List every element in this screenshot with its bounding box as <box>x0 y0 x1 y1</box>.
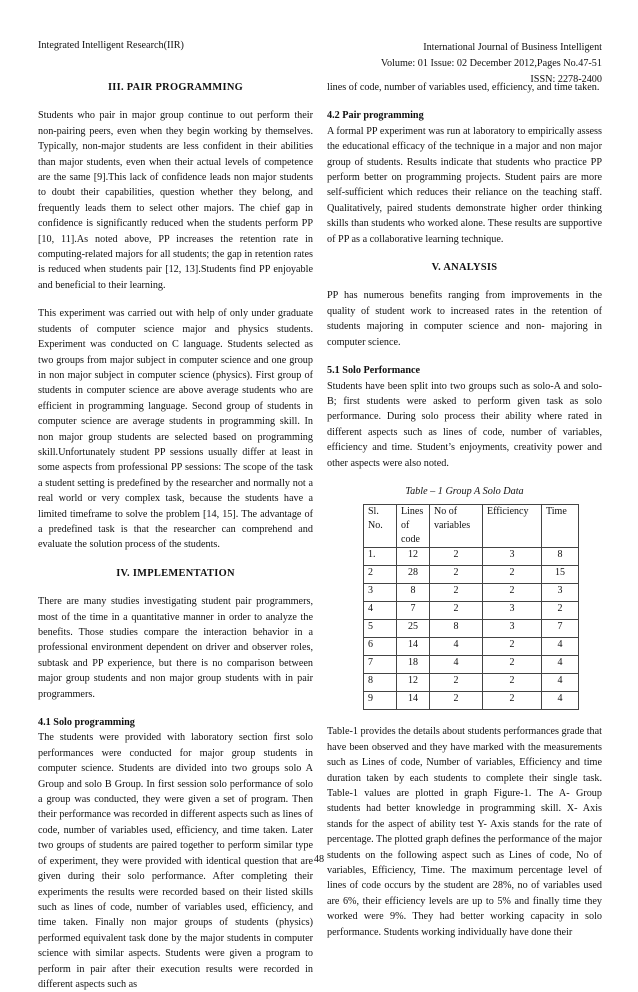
table-caption: Table – 1 Group A Solo Data <box>405 485 524 497</box>
table-cell: 3 <box>483 548 542 566</box>
table-row <box>364 548 579 566</box>
section-heading-pair-programming: III. PAIR PROGRAMMING <box>107 82 244 93</box>
paragraph: Students who pair in major group continue to out perform their non-pairing peers, even when they begin working by themselves. Typically, non-major students are less confident in their abilities than major students, even when their actual levels of competence are the same [9].This lack of confidence leads non major students to doubt their capabilities, question whether they belong, and frequently leads them to select other majors. The chief gap in confidence is significantly reduced when the students perform PP [10, 11].As noted above, PP increases the retention rate in computing-related majors for all students; the gap in retention rates is reduced when students pair [12, 13].Students find PP enjoyable and beneficial to their learning. <box>38 110 313 291</box>
table-header-cell: Time <box>542 505 579 548</box>
table-cell: 12 <box>397 674 430 692</box>
table-row <box>364 602 579 620</box>
table-cell: 18 <box>397 656 430 674</box>
table-row <box>364 620 579 638</box>
table-cell: 7 <box>542 620 579 638</box>
table-cell: 9 <box>364 692 397 710</box>
table-header-cell: Efficiency <box>483 505 542 548</box>
table-row <box>364 692 579 710</box>
table-cell: 2 <box>483 692 542 710</box>
section-heading-analysis: V. ANALYSIS <box>431 262 498 274</box>
table-cell: 2 <box>483 566 542 584</box>
table-row <box>364 656 579 674</box>
table-cell: 4 <box>542 656 579 674</box>
subsection-heading-pair-programming: 4.2 Pair programming <box>327 110 424 122</box>
subsection-heading-solo-programming: 4.1 Solo programming <box>38 717 135 729</box>
table-cell: 4 <box>542 638 579 656</box>
table-cell: 25 <box>397 620 430 638</box>
section-heading-implementation: IV. IMPLEMENTATION <box>116 567 235 579</box>
paragraph: The students were provided with laboratory section first solo performances were conducted for major group students in computer science. Students are divided into two groups solo A Group and solo B Group. In first session solo performance of solo a group was conducted, they were given a set of program. Then their performance was recorded in different aspects such as lines of code, number of variables used, efficiency, and time taken. Later two groups of students are paired together to perform similar type of experiment, they were provided with identical question that are given during their solo performance. After completing their experiments the results were recorded based on their listed skills such as lines of code, number of variables used, efficiency, and time taken. Finally non major groups of students (physics) performed equivalent task done by the major students in computer science with similar aspects. Students were given a program to perform in pair after their execution results were recorded in different aspects such as <box>38 732 313 990</box>
table-cell: 8 <box>542 548 579 566</box>
table-cell: 6 <box>364 638 397 656</box>
paragraph: This experiment was carried out with help of only under graduate students of computer science major and physics students. Experiment was conducted on C language. Students selected as two groups from major subject in computer science and one group in non major subject in computer science (physics). First group of students in computer science are above average students who are efficient in programming language. Second group of students in computer science are average students in programming skill. In non major group students are selected based on programming skill.Unfortunately student PP sessions usually differ at least in some aspects from professional PP sessions: The scope of the task a student setting is predefined by the researcher and normally not a real world or very complex task, because the students have a limited timeframe to solve the problem [14, 15]. The advantage of a predefined task is that the researcher can comprehend and evaluate the solution process of the students. <box>38 308 313 551</box>
table-cell: 2 <box>430 566 483 584</box>
table-row <box>364 674 579 692</box>
paragraph: PP has numerous benefits ranging from improvements in the quality of student work to increased rates in the retention of students majoring in computer science and non- majoring in computer science. <box>327 290 602 348</box>
paragraph: A formal PP experiment was run at laboratory to empirically assess the educational efficacy of the technique in a major and non major group of students. Results indicate that students who practice PP perform better on programming projects. Student pairs are more self-sufficient which reduces their reliance on the teaching staff. Qualitatively, paired students demonstrate higher order thinking skills than students who worked alone. These results are supportive of PP as a collaborative learning technique. <box>327 125 602 245</box>
table-header-cell: No of variables <box>430 505 483 548</box>
table-cell: 3 <box>364 584 397 602</box>
right-column <box>327 80 602 940</box>
subsection-heading-solo-performance: 5.1 Solo Performance <box>327 365 421 377</box>
page-number: 48 <box>313 854 325 865</box>
table-cell: 28 <box>397 566 430 584</box>
table-cell: 2 <box>430 602 483 620</box>
table-cell: 4 <box>430 656 483 674</box>
table-cell: 3 <box>483 620 542 638</box>
paragraph: Table-1 provides the details about students performances grade that have been observed and they have marked with the measurements such as Lines of code, Number of variables, Efficiency and time duration taken by each students to complete their single task. Table-1 values are plotted in graph Figure-1. The A- Group students had better knowledge in programming skill. X- Axis stands for the aspect of ability test Y- Axis stands for the rate of percentage. The plotted graph defines the performance of the major students on the following aspect such as Lines of code, No of variables, Efficiency, Time. The maximum percentage level of lines of code occurs by the student are 28%, no of variables used are 6%, their efficiency levels are up to 5% and finally time they worked were 9%. They had better working capacity in solo performance. Students working individually have done their <box>327 726 602 938</box>
journal-title: International Journal of Business Intelligent <box>423 42 602 53</box>
table-body <box>364 548 579 710</box>
paragraph: lines of code, number of variables used, efficiency, and time taken. <box>327 82 600 93</box>
table-cell: 4 <box>542 692 579 710</box>
table-cell: 2 <box>430 692 483 710</box>
table-cell: 3 <box>542 584 579 602</box>
table-header-cell: Lines of code <box>397 505 430 548</box>
table-cell: 12 <box>397 548 430 566</box>
table-cell: 2 <box>483 584 542 602</box>
table-cell: 2 <box>430 584 483 602</box>
table-cell: 7 <box>364 656 397 674</box>
journal-issn: ISSN: 2278-2400 <box>530 74 602 85</box>
paragraph: Students have been split into two groups such as solo-A and solo-B; first students were asked to perform given task as solo performance. During solo process their ability where rated in different aspects such as lines of code, number of variables, efficiency and time. Student’s enjoyments, creativity power and other aspects were also noted. <box>327 380 602 469</box>
table-cell: 8 <box>397 584 430 602</box>
table-row <box>364 566 579 584</box>
table-row <box>364 584 579 602</box>
table-cell: 15 <box>542 566 579 584</box>
table-cell: 1. <box>364 548 397 566</box>
table-cell: 2 <box>483 674 542 692</box>
table-cell: 14 <box>397 638 430 656</box>
table-cell: 5 <box>364 620 397 638</box>
table-cell: 2 <box>483 638 542 656</box>
table-cell: 2 <box>483 656 542 674</box>
table-cell: 2 <box>430 674 483 692</box>
table-cell: 4 <box>542 674 579 692</box>
paragraph: There are many studies investigating student pair programmers, most of the time in a quantitative manner in order to analyze the benefits. Those studies compare the interaction behavior in a professional environment dependent on driver and observer roles, subtask and PP experience, but there is no comparison between major group students and non major group students with in pair programmers. <box>38 596 313 700</box>
table-cell: 2 <box>430 548 483 566</box>
table-cell: 4 <box>364 602 397 620</box>
table-cell: 2 <box>364 566 397 584</box>
table-row <box>364 638 579 656</box>
table-cell: 8 <box>430 620 483 638</box>
table-cell: 4 <box>430 638 483 656</box>
table-header-cell: Sl. No. <box>364 505 397 548</box>
table-cell: 8 <box>364 674 397 692</box>
table-cell: 7 <box>397 602 430 620</box>
journal-volume: Volume: 01 Issue: 02 December 2012,Pages No.47-51 <box>380 58 602 69</box>
table-cell: 2 <box>542 602 579 620</box>
table-header-row <box>364 505 579 548</box>
table-cell: 3 <box>483 602 542 620</box>
running-header-left: Integrated Intelligent Research(IIR) <box>38 40 184 51</box>
group-a-solo-data-table <box>363 504 579 710</box>
table-cell: 14 <box>397 692 430 710</box>
